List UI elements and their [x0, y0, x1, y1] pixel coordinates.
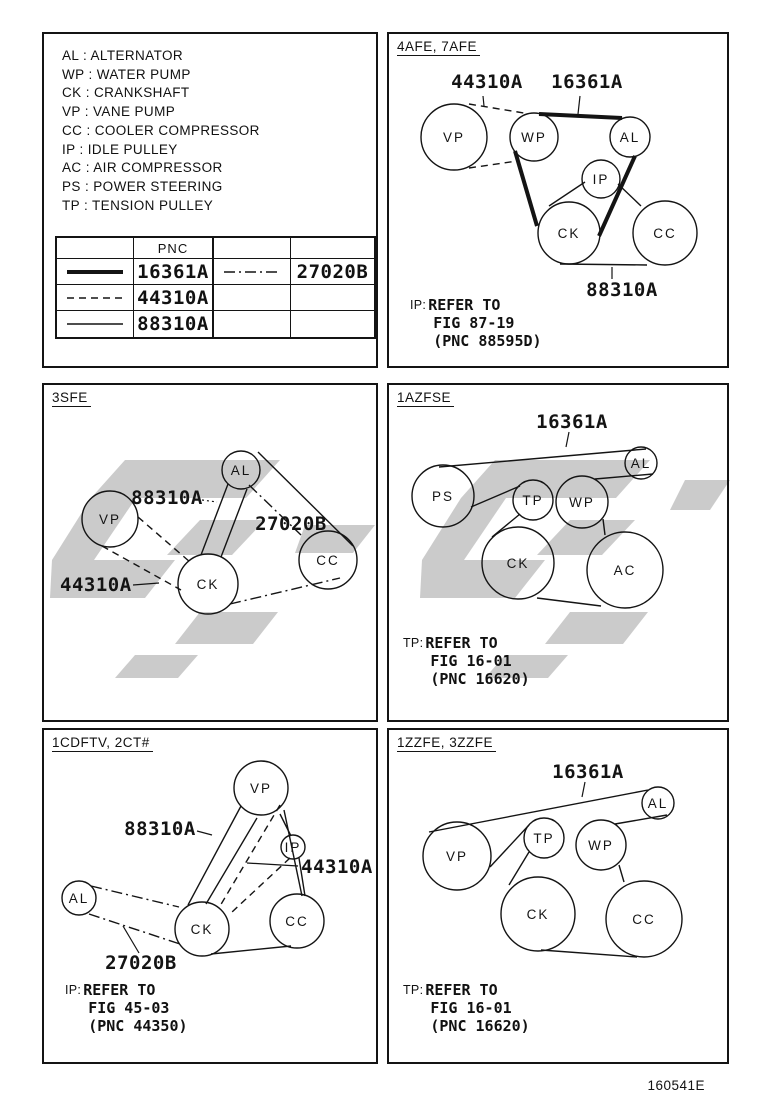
svg-text:CK: CK — [526, 907, 550, 922]
engine-title: 3SFE — [52, 390, 91, 407]
pulley-ip — [582, 160, 620, 198]
pulley-al — [642, 787, 674, 819]
refer-note — [410, 296, 542, 350]
pulley-ck — [175, 902, 229, 956]
note-line: REFER TO — [83, 981, 156, 999]
svg-text:VP: VP — [442, 130, 466, 145]
pnc-value: 44310A — [134, 285, 214, 311]
part-number-label: 88310A — [124, 818, 196, 840]
abbreviation-line: VP : VANE PUMP — [62, 104, 176, 120]
part-number-label: 44310A — [301, 856, 373, 878]
table-header-pnc: PNC — [134, 238, 214, 259]
note-line: (PNC 44350) — [88, 1017, 188, 1035]
pulley-al — [625, 447, 657, 479]
note-line: (PNC 88595D) — [433, 332, 542, 350]
pnc-value: 88310A — [134, 311, 214, 337]
svg-text:AL: AL — [647, 796, 669, 811]
pulley-tp — [513, 480, 553, 520]
note-line: FIG 45-03 — [88, 999, 170, 1017]
part-number-label: 88310A — [131, 487, 203, 509]
table-cell-empty — [291, 238, 374, 259]
panel-legend — [42, 32, 378, 368]
table-cell-empty — [291, 311, 374, 337]
panel-4afe-7afe — [387, 32, 729, 368]
pulley-ps — [412, 465, 474, 527]
figure-code: 160541E — [647, 1078, 705, 1093]
svg-text:VP: VP — [445, 849, 469, 864]
part-number-label: 16361A — [552, 761, 624, 783]
note-line: (PNC 16620) — [430, 1017, 530, 1035]
note-line: FIG 16-01 — [430, 652, 512, 670]
note-prefix: IP: — [65, 983, 82, 997]
note-line: (PNC 16620) — [430, 670, 530, 688]
pulley-vp — [82, 491, 138, 547]
abbreviation-line: TP : TENSION PULLEY — [62, 197, 214, 213]
part-number-label: 44310A — [60, 574, 132, 596]
pnc-value: 27020B — [291, 259, 374, 285]
part-number-label: 27020B — [105, 952, 177, 974]
panel-1zzfe-3zzfe — [387, 728, 729, 1064]
svg-text:TP: TP — [522, 493, 544, 508]
panel-1cdftv-2ct — [42, 728, 378, 1064]
abbreviation-line: PS : POWER STEERING — [62, 178, 223, 194]
pulley-ck — [538, 202, 600, 264]
pulley-ck — [482, 527, 554, 599]
abbreviation-line: CK : CRANKSHAFT — [62, 85, 190, 101]
pulley-ac — [587, 532, 663, 608]
part-number-label: 16361A — [536, 411, 608, 433]
svg-text:AL: AL — [630, 456, 652, 471]
pulley-cc — [606, 881, 682, 957]
pulley-vp — [234, 761, 288, 815]
refer-note — [403, 981, 530, 1035]
svg-text:TP: TP — [533, 831, 555, 846]
svg-text:VP: VP — [98, 512, 122, 527]
pulley-vp — [421, 104, 487, 170]
pulley-cc — [270, 894, 324, 948]
table-cell-empty — [57, 238, 134, 259]
svg-text:WP: WP — [588, 838, 614, 853]
part-number-label: 27020B — [255, 513, 327, 535]
svg-text:AC: AC — [613, 563, 637, 578]
engine-title: 1CDFTV, 2CT# — [52, 735, 153, 752]
panel-3sfe — [42, 383, 378, 722]
pulley-al — [610, 117, 650, 157]
abbreviation-line: AC : AIR COMPRESSOR — [62, 160, 223, 176]
abbreviation-line: WP : WATER PUMP — [62, 66, 191, 82]
note-line: REFER TO — [425, 981, 498, 999]
pulley-tp — [524, 818, 564, 858]
pulley-vp — [423, 822, 491, 890]
abbreviation-line: AL : ALTERNATOR — [62, 48, 184, 63]
pulley-ck — [178, 554, 238, 614]
part-number-label: 44310A — [451, 71, 523, 93]
svg-text:WP: WP — [569, 495, 595, 510]
note-line: FIG 16-01 — [430, 999, 512, 1017]
pulley-cc — [633, 201, 697, 265]
note-prefix: TP: — [403, 636, 424, 650]
part-number-label: 16361A — [551, 71, 623, 93]
belt-diagram-3sfe — [44, 385, 376, 720]
abbreviation-line: IP : IDLE PULLEY — [62, 141, 178, 157]
svg-text:WP: WP — [521, 130, 547, 145]
svg-text:IP: IP — [284, 840, 302, 855]
svg-text:CK: CK — [196, 577, 220, 592]
table-cell-empty — [291, 285, 374, 311]
svg-text:CC: CC — [316, 553, 340, 568]
svg-text:CK: CK — [506, 556, 530, 571]
engine-title: 1ZZFE, 3ZZFE — [397, 735, 496, 752]
table-cell-empty — [214, 285, 291, 311]
svg-text:AL: AL — [68, 891, 90, 906]
line-sample-dashdot — [214, 259, 291, 285]
svg-text:CC: CC — [632, 912, 656, 927]
svg-text:CC: CC — [653, 226, 677, 241]
svg-text:VP: VP — [249, 781, 273, 796]
part-number-label: 88310A — [586, 279, 658, 301]
pnc-line-style-table — [55, 236, 376, 339]
line-sample-dashed — [57, 285, 134, 311]
pulley-wp — [576, 820, 626, 870]
abbreviation-list — [62, 47, 260, 215]
svg-text:PS: PS — [431, 489, 455, 504]
table-cell-empty — [214, 238, 291, 259]
abbreviation-line: CC : COOLER COMPRESSOR — [62, 122, 260, 138]
refer-note — [65, 981, 188, 1035]
svg-text:IP: IP — [592, 172, 610, 187]
svg-text:AL: AL — [619, 130, 641, 145]
table-cell-empty — [214, 311, 291, 337]
pulley-al — [62, 881, 96, 915]
svg-text:CC: CC — [285, 914, 309, 929]
pulley-al — [222, 451, 260, 489]
note-prefix: TP: — [403, 983, 424, 997]
line-sample-thin — [57, 311, 134, 337]
pnc-value: 16361A — [134, 259, 214, 285]
svg-text:AL: AL — [230, 463, 252, 478]
engine-title: 1AZFSE — [397, 390, 454, 407]
note-prefix: IP: — [410, 298, 427, 312]
svg-text:CK: CK — [557, 226, 581, 241]
panel-1azfse — [387, 383, 729, 722]
line-sample-thick — [57, 259, 134, 285]
pulley-wp — [556, 476, 608, 528]
pulley-ck — [501, 877, 575, 951]
engine-title: 4AFE, 7AFE — [397, 39, 480, 56]
note-line: REFER TO — [428, 296, 501, 314]
pulley-wp — [510, 113, 558, 161]
svg-text:CK: CK — [190, 922, 214, 937]
note-line: REFER TO — [425, 634, 498, 652]
note-line: FIG 87-19 — [433, 314, 515, 332]
refer-note — [403, 634, 530, 688]
